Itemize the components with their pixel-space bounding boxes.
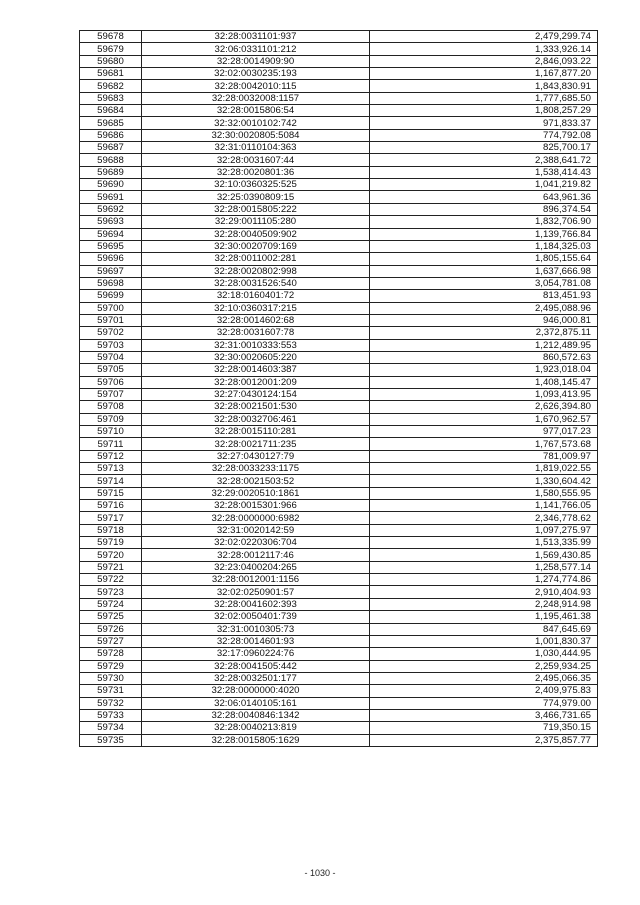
amount-cell: 1,274,774.86	[370, 574, 598, 586]
amount-cell: 1,637,666.98	[370, 265, 598, 277]
table-row	[80, 549, 598, 561]
amount-cell: 1,538,414.43	[370, 166, 598, 178]
row-number-cell: 59685	[80, 117, 142, 129]
cadastral-number-cell: 32:28:0015805:1629	[142, 734, 370, 746]
row-number-cell: 59696	[80, 253, 142, 265]
table-row	[80, 438, 598, 450]
row-number-cell: 59713	[80, 463, 142, 475]
cadastral-number-cell: 32:23:0400204:265	[142, 561, 370, 573]
cadastral-number-cell: 32:28:0020802:998	[142, 265, 370, 277]
row-number-cell: 59718	[80, 524, 142, 536]
cadastral-number-cell: 32:28:0031607:78	[142, 327, 370, 339]
amount-cell: 2,910,404.93	[370, 586, 598, 598]
amount-cell: 1,777,685.50	[370, 92, 598, 104]
table-row	[80, 43, 598, 55]
row-number-cell: 59708	[80, 401, 142, 413]
table-row	[80, 512, 598, 524]
table-row	[80, 339, 598, 351]
table-row	[80, 265, 598, 277]
cadastral-number-cell: 32:02:0030235:193	[142, 68, 370, 80]
amount-cell: 2,259,934.25	[370, 660, 598, 672]
amount-cell: 977,017.23	[370, 426, 598, 438]
row-number-cell: 59727	[80, 635, 142, 647]
table-row	[80, 31, 598, 43]
cadastral-number-cell: 32:31:0110104:363	[142, 142, 370, 154]
table-row	[80, 487, 598, 499]
amount-cell: 2,388,641.72	[370, 154, 598, 166]
amount-cell: 1,212,489.95	[370, 339, 598, 351]
amount-cell: 860,572.63	[370, 351, 598, 363]
row-number-cell: 59716	[80, 500, 142, 512]
page-number: - 1030 -	[304, 868, 336, 878]
table-row	[80, 660, 598, 672]
table-row	[80, 635, 598, 647]
row-number-cell: 59691	[80, 191, 142, 203]
amount-cell: 813,451.93	[370, 290, 598, 302]
cadastral-number-cell: 32:31:0010305:73	[142, 623, 370, 635]
amount-cell: 2,346,778.62	[370, 512, 598, 524]
table-row	[80, 413, 598, 425]
row-number-cell: 59686	[80, 129, 142, 141]
table-row	[80, 290, 598, 302]
row-number-cell: 59723	[80, 586, 142, 598]
amount-cell: 2,495,088.96	[370, 302, 598, 314]
row-number-cell: 59720	[80, 549, 142, 561]
cadastral-number-cell: 32:28:0042010:115	[142, 80, 370, 92]
cadastral-number-cell: 32:28:0021503:52	[142, 475, 370, 487]
cadastral-number-cell: 32:25:0390809:15	[142, 191, 370, 203]
table-row	[80, 598, 598, 610]
amount-cell: 1,832,706.90	[370, 216, 598, 228]
table-row	[80, 401, 598, 413]
row-number-cell: 59689	[80, 166, 142, 178]
cadastral-number-cell: 32:32:0010102:742	[142, 117, 370, 129]
row-number-cell: 59710	[80, 426, 142, 438]
amount-cell: 1,333,926.14	[370, 43, 598, 55]
amount-cell: 1,184,325.03	[370, 240, 598, 252]
table-row	[80, 574, 598, 586]
row-number-cell: 59697	[80, 265, 142, 277]
row-number-cell: 59683	[80, 92, 142, 104]
row-number-cell: 59698	[80, 277, 142, 289]
amount-cell: 1,030,444.95	[370, 648, 598, 660]
table-row	[80, 648, 598, 660]
amount-cell: 1,001,830.37	[370, 635, 598, 647]
row-number-cell: 59730	[80, 672, 142, 684]
cadastral-number-cell: 32:02:0250901:57	[142, 586, 370, 598]
amount-cell: 896,374.54	[370, 203, 598, 215]
amount-cell: 946,000.81	[370, 314, 598, 326]
table-row	[80, 80, 598, 92]
cadastral-number-cell: 32:28:0040846:1342	[142, 709, 370, 721]
amount-cell: 2,372,875.11	[370, 327, 598, 339]
table-row	[80, 426, 598, 438]
row-number-cell: 59732	[80, 697, 142, 709]
cadastral-number-cell: 32:28:0000000:4020	[142, 685, 370, 697]
cadastral-number-cell: 32:28:0041505:442	[142, 660, 370, 672]
row-number-cell: 59731	[80, 685, 142, 697]
table-row	[80, 734, 598, 746]
cadastral-number-cell: 32:28:0015805:222	[142, 203, 370, 215]
row-number-cell: 59687	[80, 142, 142, 154]
table-row	[80, 166, 598, 178]
table-row	[80, 475, 598, 487]
row-number-cell: 59719	[80, 537, 142, 549]
table-row	[80, 364, 598, 376]
amount-cell: 1,093,413.95	[370, 388, 598, 400]
amount-cell: 2,375,857.77	[370, 734, 598, 746]
row-number-cell: 59680	[80, 55, 142, 67]
table-row	[80, 314, 598, 326]
table-row	[80, 524, 598, 536]
table-row	[80, 450, 598, 462]
cadastral-number-cell: 32:28:0032008:1157	[142, 92, 370, 104]
table-row	[80, 203, 598, 215]
amount-cell: 1,923,018.04	[370, 364, 598, 376]
table-row	[80, 586, 598, 598]
amount-cell: 1,195,461.38	[370, 611, 598, 623]
cadastral-number-cell: 32:28:0031526:540	[142, 277, 370, 289]
amount-cell: 1,569,430.85	[370, 549, 598, 561]
amount-cell: 1,580,555.95	[370, 487, 598, 499]
row-number-cell: 59724	[80, 598, 142, 610]
cadastral-number-cell: 32:28:0020801:36	[142, 166, 370, 178]
row-number-cell: 59702	[80, 327, 142, 339]
cadastral-number-cell: 32:28:0000000:6982	[142, 512, 370, 524]
row-number-cell: 59733	[80, 709, 142, 721]
cadastral-number-cell: 32:28:0012001:209	[142, 376, 370, 388]
row-number-cell: 59711	[80, 438, 142, 450]
cadastral-number-cell: 32:10:0360317:215	[142, 302, 370, 314]
table-row	[80, 240, 598, 252]
amount-cell: 1,258,577.14	[370, 561, 598, 573]
table-row	[80, 105, 598, 117]
cadastral-number-cell: 32:28:0015301:966	[142, 500, 370, 512]
amount-cell: 1,808,257.29	[370, 105, 598, 117]
cadastral-number-cell: 32:17:0960224:76	[142, 648, 370, 660]
row-number-cell: 59690	[80, 179, 142, 191]
table-row	[80, 154, 598, 166]
table-row	[80, 92, 598, 104]
table-row	[80, 228, 598, 240]
amount-cell: 2,626,394.80	[370, 401, 598, 413]
cadastral-number-cell: 32:31:0020142:59	[142, 524, 370, 536]
row-number-cell: 59682	[80, 80, 142, 92]
cadastral-number-cell: 32:28:0040509:902	[142, 228, 370, 240]
cadastral-number-cell: 32:28:0012001:1156	[142, 574, 370, 586]
table-row	[80, 277, 598, 289]
row-number-cell: 59728	[80, 648, 142, 660]
table-row	[80, 142, 598, 154]
table-row	[80, 376, 598, 388]
amount-cell: 2,846,093.22	[370, 55, 598, 67]
table-row	[80, 388, 598, 400]
table-row	[80, 351, 598, 363]
cadastral-number-cell: 32:30:0020805:5084	[142, 129, 370, 141]
cadastral-number-cell: 32:30:0020605:220	[142, 351, 370, 363]
cadastral-number-cell: 32:02:0050401:739	[142, 611, 370, 623]
cadastral-number-cell: 32:06:0140105:161	[142, 697, 370, 709]
amount-cell: 1,767,573.68	[370, 438, 598, 450]
row-number-cell: 59700	[80, 302, 142, 314]
row-number-cell: 59699	[80, 290, 142, 302]
row-number-cell: 59712	[80, 450, 142, 462]
table-row	[80, 722, 598, 734]
amount-cell: 643,961.36	[370, 191, 598, 203]
cadastral-number-cell: 32:30:0020709:169	[142, 240, 370, 252]
table-row	[80, 117, 598, 129]
amount-cell: 2,495,066.35	[370, 672, 598, 684]
row-number-cell: 59707	[80, 388, 142, 400]
row-number-cell: 59725	[80, 611, 142, 623]
table-row	[80, 253, 598, 265]
amount-cell: 1,670,962.57	[370, 413, 598, 425]
amount-cell: 971,833.37	[370, 117, 598, 129]
row-number-cell: 59704	[80, 351, 142, 363]
table-row	[80, 537, 598, 549]
cadastral-number-cell: 32:28:0040213:819	[142, 722, 370, 734]
amount-cell: 2,409,975.83	[370, 685, 598, 697]
table-row	[80, 709, 598, 721]
amount-cell: 2,479,299.74	[370, 31, 598, 43]
table-row	[80, 191, 598, 203]
table-row	[80, 463, 598, 475]
cadastral-number-cell: 32:29:0011105:280	[142, 216, 370, 228]
table-row	[80, 129, 598, 141]
cadastral-number-cell: 32:10:0360325:525	[142, 179, 370, 191]
row-number-cell: 59692	[80, 203, 142, 215]
row-number-cell: 59722	[80, 574, 142, 586]
row-number-cell: 59684	[80, 105, 142, 117]
table-row	[80, 697, 598, 709]
cadastral-number-cell: 32:27:0430127:79	[142, 450, 370, 462]
table-row	[80, 55, 598, 67]
cadastral-number-cell: 32:28:0015110:281	[142, 426, 370, 438]
row-number-cell: 59729	[80, 660, 142, 672]
amount-cell: 1,513,335.99	[370, 537, 598, 549]
cadastral-number-cell: 32:18:0160401:72	[142, 290, 370, 302]
table-row	[80, 500, 598, 512]
table-row	[80, 561, 598, 573]
table-row	[80, 302, 598, 314]
cadastral-number-cell: 32:28:0014909:90	[142, 55, 370, 67]
cadastral-number-cell: 32:06:0331101:212	[142, 43, 370, 55]
table-row	[80, 216, 598, 228]
data-table	[79, 30, 598, 747]
amount-cell: 2,248,914.98	[370, 598, 598, 610]
cadastral-number-cell: 32:28:0031101:937	[142, 31, 370, 43]
amount-cell: 781,009.97	[370, 450, 598, 462]
amount-cell: 1,139,766.84	[370, 228, 598, 240]
cadastral-number-cell: 32:28:0014603:387	[142, 364, 370, 376]
table-row	[80, 611, 598, 623]
cadastral-number-cell: 32:31:0010333:553	[142, 339, 370, 351]
amount-cell: 1,141,766.05	[370, 500, 598, 512]
row-number-cell: 59735	[80, 734, 142, 746]
cadastral-number-cell: 32:28:0033233:1175	[142, 463, 370, 475]
row-number-cell: 59695	[80, 240, 142, 252]
amount-cell: 1,330,604.42	[370, 475, 598, 487]
cadastral-number-cell: 32:27:0430124:154	[142, 388, 370, 400]
row-number-cell: 59714	[80, 475, 142, 487]
amount-cell: 1,167,877.20	[370, 68, 598, 80]
row-number-cell: 59688	[80, 154, 142, 166]
row-number-cell: 59734	[80, 722, 142, 734]
cadastral-number-cell: 32:28:0021711:235	[142, 438, 370, 450]
cadastral-number-cell: 32:28:0012117:46	[142, 549, 370, 561]
cadastral-number-cell: 32:28:0032501:177	[142, 672, 370, 684]
row-number-cell: 59703	[80, 339, 142, 351]
amount-cell: 719,350.15	[370, 722, 598, 734]
row-number-cell: 59693	[80, 216, 142, 228]
table-row	[80, 685, 598, 697]
row-number-cell: 59679	[80, 43, 142, 55]
row-number-cell: 59681	[80, 68, 142, 80]
cadastral-number-cell: 32:02:0220306:704	[142, 537, 370, 549]
row-number-cell: 59701	[80, 314, 142, 326]
amount-cell: 1,408,145.47	[370, 376, 598, 388]
cadastral-number-cell: 32:28:0041602:393	[142, 598, 370, 610]
cadastral-number-cell: 32:28:0032706:461	[142, 413, 370, 425]
amount-cell: 1,041,219.82	[370, 179, 598, 191]
amount-cell: 774,979.00	[370, 697, 598, 709]
table-row	[80, 623, 598, 635]
row-number-cell: 59715	[80, 487, 142, 499]
row-number-cell: 59717	[80, 512, 142, 524]
row-number-cell: 59705	[80, 364, 142, 376]
amount-cell: 1,097,275.97	[370, 524, 598, 536]
cadastral-number-cell: 32:29:0020510:1861	[142, 487, 370, 499]
cadastral-number-cell: 32:28:0014602:68	[142, 314, 370, 326]
table-row	[80, 68, 598, 80]
cadastral-number-cell: 32:28:0015806:54	[142, 105, 370, 117]
amount-cell: 3,466,731.65	[370, 709, 598, 721]
amount-cell: 847,645.69	[370, 623, 598, 635]
amount-cell: 1,843,830.91	[370, 80, 598, 92]
amount-cell: 825,700.17	[370, 142, 598, 154]
amount-cell: 774,792.08	[370, 129, 598, 141]
cadastral-number-cell: 32:28:0031607:44	[142, 154, 370, 166]
table-row	[80, 179, 598, 191]
cadastral-number-cell: 32:28:0014601:93	[142, 635, 370, 647]
row-number-cell: 59694	[80, 228, 142, 240]
amount-cell: 3,054,781.08	[370, 277, 598, 289]
table-body	[80, 31, 598, 747]
row-number-cell: 59721	[80, 561, 142, 573]
table-row	[80, 672, 598, 684]
row-number-cell: 59726	[80, 623, 142, 635]
amount-cell: 1,805,155.64	[370, 253, 598, 265]
row-number-cell: 59706	[80, 376, 142, 388]
amount-cell: 1,819,022.55	[370, 463, 598, 475]
row-number-cell: 59709	[80, 413, 142, 425]
cadastral-number-cell: 32:28:0011002:281	[142, 253, 370, 265]
table-row	[80, 327, 598, 339]
cadastral-number-cell: 32:28:0021501:530	[142, 401, 370, 413]
row-number-cell: 59678	[80, 31, 142, 43]
